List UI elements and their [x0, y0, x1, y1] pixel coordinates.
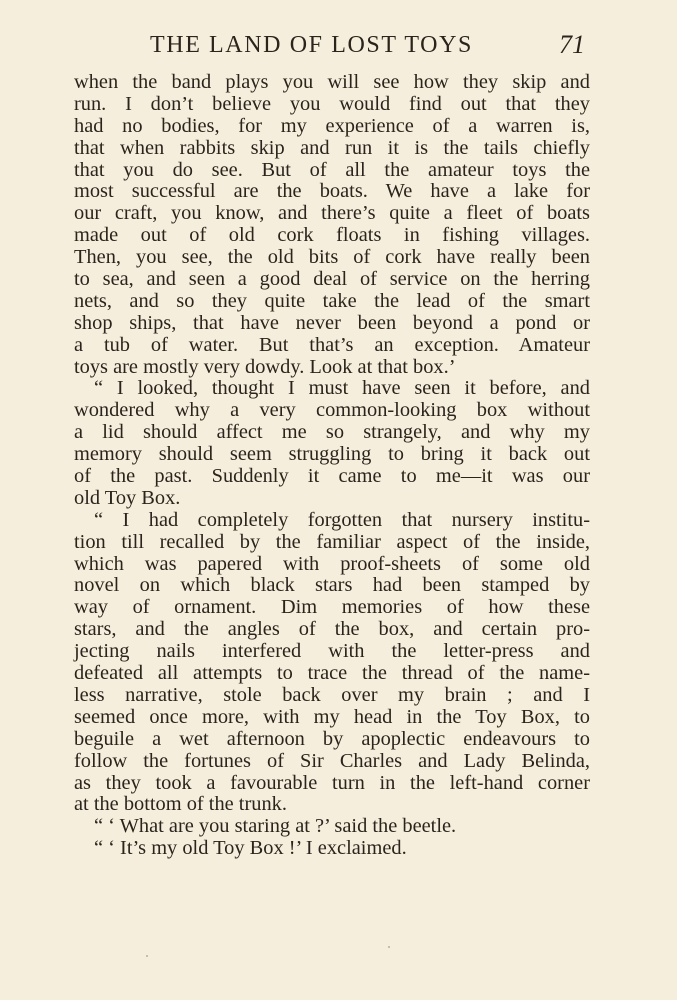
text-line: follow the fortunes of Sir Charles and Lady Belinda, — [74, 749, 590, 772]
text-line: old Toy Box. — [74, 486, 181, 509]
text-line: seemed once more, with my head in the Toy Box, to — [74, 705, 590, 728]
text-line: most successful are the boats. We have a lake for — [74, 180, 590, 203]
text-line: made out of old cork floats in fishing villages. — [74, 224, 590, 247]
text-line: which was papered with proof-sheets of some old — [74, 552, 590, 575]
text-line: way of ornament. Dim memories of how these — [74, 596, 590, 619]
paragraph-start-line: “ ‘ What are you staring at ?’ said the beetle. — [94, 815, 457, 838]
running-title: THE LAND OF LOST TOYS — [150, 32, 473, 58]
text-line: when the band plays you will see how they skip and — [74, 71, 590, 93]
page-header — [0, 28, 677, 64]
text-line: run. I don’t believe you would find out that they — [74, 92, 590, 115]
text-line: tion till recalled by the familiar aspect of the inside, — [74, 530, 590, 553]
text-line: jecting nails interfered with the letter-press and — [74, 640, 590, 663]
text-line: defeated all attempts to trace the thread of the name- — [74, 662, 590, 685]
paragraph-start-line: “ ‘ It’s my old Toy Box !’ I exclaimed. — [94, 837, 407, 860]
text-line: Then, you see, the old bits of cork have really been — [74, 246, 590, 269]
text-line: toys are mostly very dowdy. Look at that box.’ — [74, 355, 456, 378]
paper-speck — [146, 955, 148, 957]
paragraph-start-line: “ I looked, thought I must have seen it before, and — [94, 377, 590, 400]
page-number: 71 — [559, 30, 585, 59]
paragraph-start-line: “ I had completely forgotten that nursery institu- — [94, 508, 590, 531]
text-line: as they took a favourable turn in the left-hand corner — [74, 771, 590, 794]
text-line: novel on which black stars had been stamped by — [74, 574, 590, 597]
text-line: stars, and the angles of the box, and certain pro- — [74, 618, 590, 641]
text-line: beguile a wet afternoon by apoplectic endeavours to — [74, 727, 590, 750]
text-line: less narrative, stole back over my brain ; and I — [74, 683, 590, 706]
text-line: a lid should affect me so strangely, and why my — [74, 421, 590, 444]
text-line: of the past. Suddenly it came to me—it was our — [74, 465, 590, 488]
text-line: that when rabbits skip and run it is the tails chiefly — [74, 136, 590, 159]
text-line: wondered why a very common-looking box without — [74, 399, 590, 422]
text-line: had no bodies, for my experience of a warren is, — [74, 114, 590, 137]
text-line: nets, and so they quite take the lead of the smart — [74, 289, 590, 312]
text-line: memory should seem struggling to bring it back out — [74, 443, 590, 466]
text-line: to sea, and seen a good deal of service on the herring — [74, 268, 590, 291]
text-line: at the bottom of the trunk. — [74, 793, 287, 816]
text-line: a tub of water. But that’s an exception. Amateur — [74, 333, 590, 356]
body-text — [74, 72, 590, 860]
paper-speck — [388, 946, 390, 948]
text-line: our craft, you know, and there’s quite a fleet of boats — [74, 202, 590, 225]
text-line: that you do see. But of all the amateur toys the — [74, 158, 590, 181]
text-line: shop ships, that have never been beyond a pond or — [74, 311, 590, 334]
